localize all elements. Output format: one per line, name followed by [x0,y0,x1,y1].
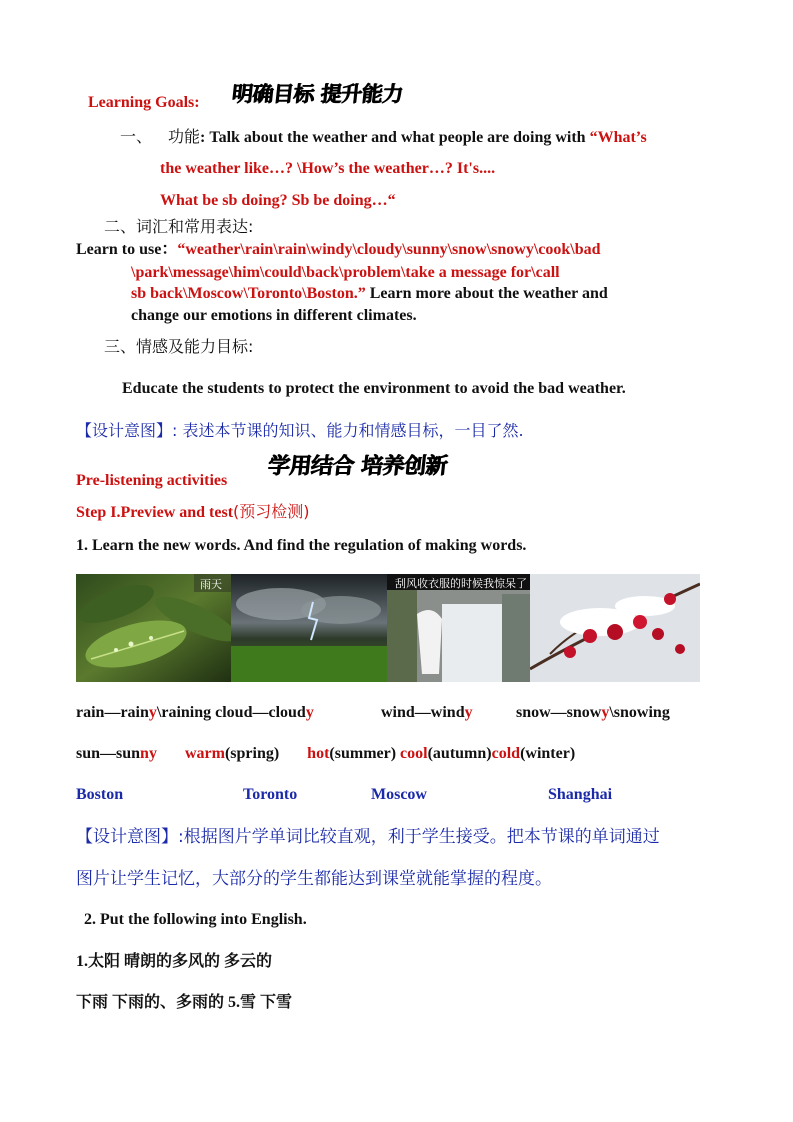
city-toronto: Toronto [243,786,298,803]
season-autumn: (autumn) [427,745,492,762]
word-snowing: \snowing [609,704,670,721]
suffix-y-2: y [305,704,314,721]
learn-label: Learn to use： [76,241,178,258]
goal-item-2: 二、词汇和常用表达: [104,217,254,236]
step-1-title [76,502,310,523]
learn-words-line2: \park\message\him\could\back\problem\take a message for\call [131,264,560,281]
item1-prefix: 功能 [168,127,201,146]
goal-item-1 [120,127,647,148]
task-2-line2: 下雨 下雨的、多雨的 5.雪 下雪 [76,994,293,1011]
word-warm: warm [184,745,225,762]
word-row-1 [76,703,314,723]
step-1-cn: (预习检测) [233,502,310,521]
task-2-line1: 1.太阳 晴朗的多风的 多云的 [76,953,273,970]
learn-more-1: Learn more about the weather and [365,285,608,302]
snow-plum-image [530,574,700,682]
storm-image [231,574,387,682]
goal-item-3: 三、情感及能力目标: [104,337,254,356]
design-intent-2-line2: 图片让学生记忆，大部分的学生都能达到课堂就能掌握的程度。 [76,869,552,889]
suffix-y-4: y [601,704,610,721]
step-1-text: Step I.Preview and test [76,504,234,521]
item1-number: 一、 [120,127,153,146]
word-snow [516,703,670,723]
item1-quote1: “What’s [589,129,647,146]
city-shanghai: Shanghai [548,786,613,803]
pre-listening-slogan: 学用结合 培养创新 [266,453,449,479]
learn-more-line2: change our emotions in different climates. [131,307,417,324]
design-intent-1: 【设计意图】: 表述本节课的知识、能力和情感目标，一目了然. [76,421,524,440]
learn-words-3: sb back\Moscow\Toronto\Boston.” [131,285,366,302]
season-summer: (summer) [329,745,397,762]
suffix-y-3: y [464,704,473,721]
learning-goals-label: Learning Goals: [88,94,200,111]
word-cloud: \raining cloud—cloud [156,704,306,721]
city-boston: Boston [76,786,124,803]
suffix-ny: ny [140,745,157,762]
image-caption-rain: 雨天 [200,578,222,591]
season-spring: (spring) [224,745,280,762]
pre-listening-title: Pre-listening activities [76,472,228,489]
rain-leaf-image [76,574,231,682]
learn-words-1: “weather\rain\rain\windy\cloudy\sunny\snow\snowy\cook\bad [177,241,601,258]
word-row-2 [76,744,575,764]
word-sun: sun—sun [76,745,141,762]
word-rain: rain—rain [76,704,149,721]
goal-item-1-line3: What be sb doing? Sb be doing…“ [160,192,396,209]
season-winter: (winter) [520,745,576,762]
task-1: 1. Learn the new words. And find the regulation of making words. [76,537,527,554]
word-cold: cold [491,745,521,762]
word-cool: cool [400,745,428,762]
learn-words-line3 [131,284,608,304]
wind-clothes-image [387,574,530,682]
design-intent-2-line1: 【设计意图】:根据图片学单词比较直观，利于学生接受。把本节课的单词通过 [76,827,660,847]
word-wind-base: wind—wind [381,704,465,721]
city-moscow: Moscow [371,786,427,803]
word-hot: hot [307,745,330,762]
word-wind [381,703,473,723]
task-2-title: 2. Put the following into English. [84,911,307,928]
suffix-y-1: y [148,704,157,721]
word-snow-base: snow—snow [516,704,602,721]
educate-text: Educate the students to protect the environment to avoid the bad weather. [122,380,626,397]
goal-item-1-line2: the weather like…? \How’s the weather…? It's.... [160,160,496,177]
learn-to-use [76,240,601,260]
item1-text: : Talk about the weather and what people are doing with [200,129,590,146]
goals-slogan: 明确目标 提升能力 [230,81,405,106]
image-caption-wind: 刮风收衣服的时候我惊呆了 [395,577,527,590]
